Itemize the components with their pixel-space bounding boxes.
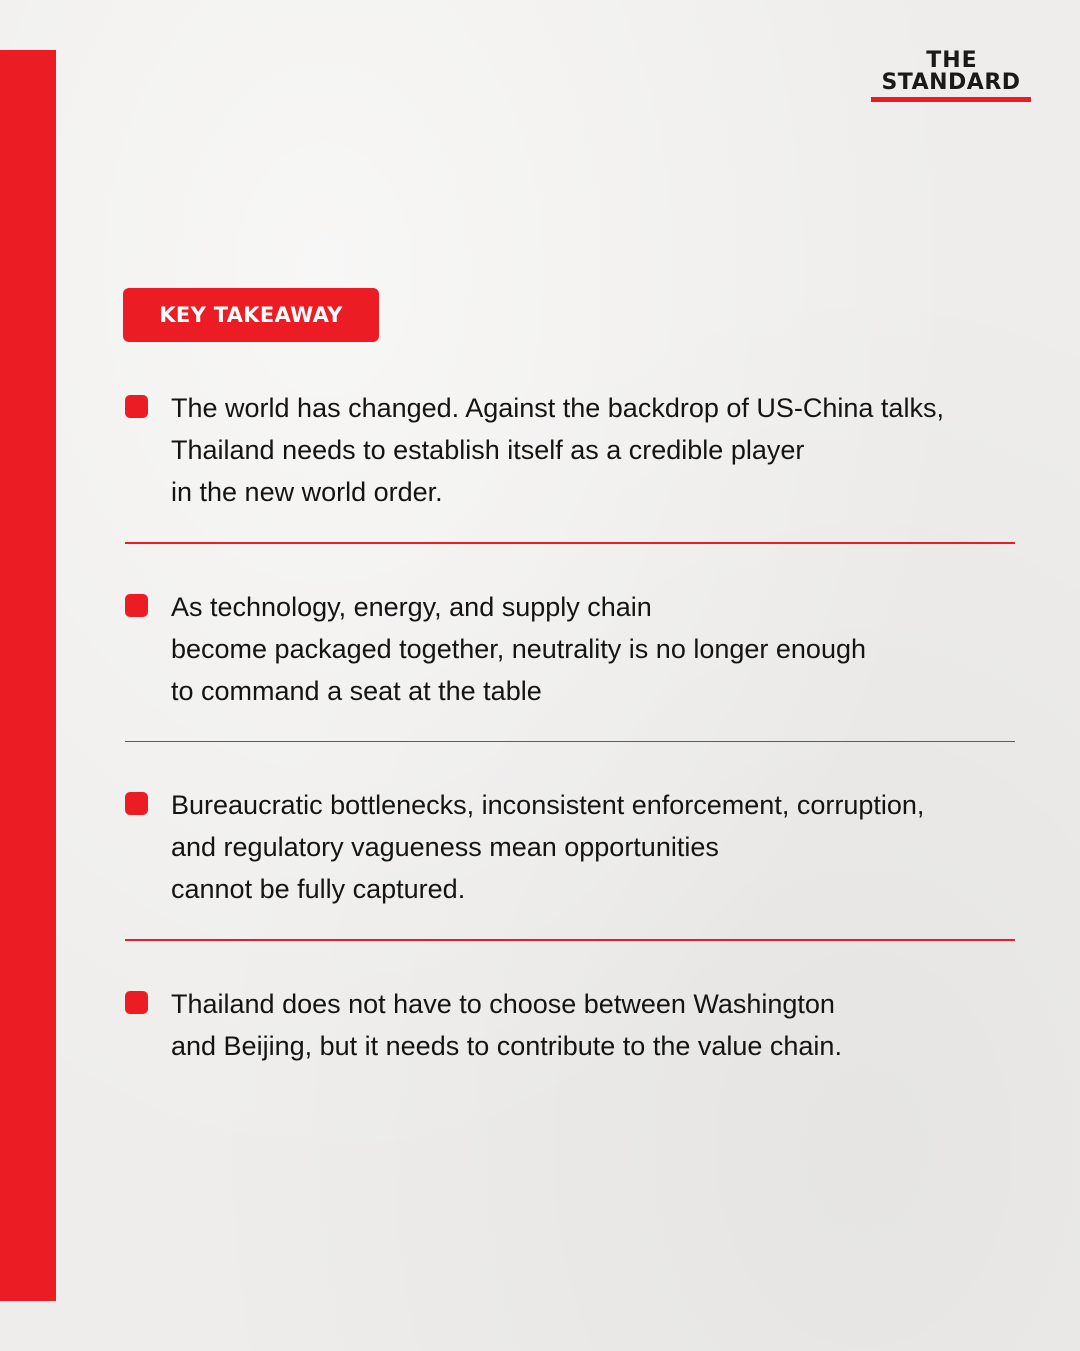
takeaway-list <box>125 383 1015 1067</box>
list-item-text: As technology, energy, and supply chain become packaged together, neutrality is no longer enough to command a seat at the table <box>171 591 866 706</box>
list-item-text: Thailand does not have to choose between Washington and Beijing, but it needs to contribute to the value chain. <box>171 988 842 1061</box>
badge-label: KEY TAKEAWAY <box>159 303 343 327</box>
logo-line-standard: STANDARD <box>881 70 1021 95</box>
logo-line-the: THE <box>926 48 978 73</box>
logo-underline <box>871 97 1031 102</box>
square-bullet-icon <box>125 991 148 1014</box>
list-item <box>125 979 1015 1067</box>
list-item-text: Bureaucratic bottlenecks, inconsistent enforcement, corruption, and regulatory vagueness mean opportunities cannot be fully captured. <box>171 790 925 904</box>
list-item <box>125 780 1015 910</box>
side-accent-bar <box>0 50 56 1301</box>
list-item-text: The world has changed. Against the backdrop of US-China talks, Thailand needs to establish itself as a credible player in the new world order. <box>171 393 944 507</box>
square-bullet-icon <box>125 792 148 815</box>
square-bullet-icon <box>125 395 148 418</box>
list-item <box>125 582 1015 712</box>
square-bullet-icon <box>125 594 148 617</box>
brand-logo <box>871 50 1031 102</box>
key-takeaway-badge <box>123 288 379 342</box>
list-item <box>125 383 1015 513</box>
